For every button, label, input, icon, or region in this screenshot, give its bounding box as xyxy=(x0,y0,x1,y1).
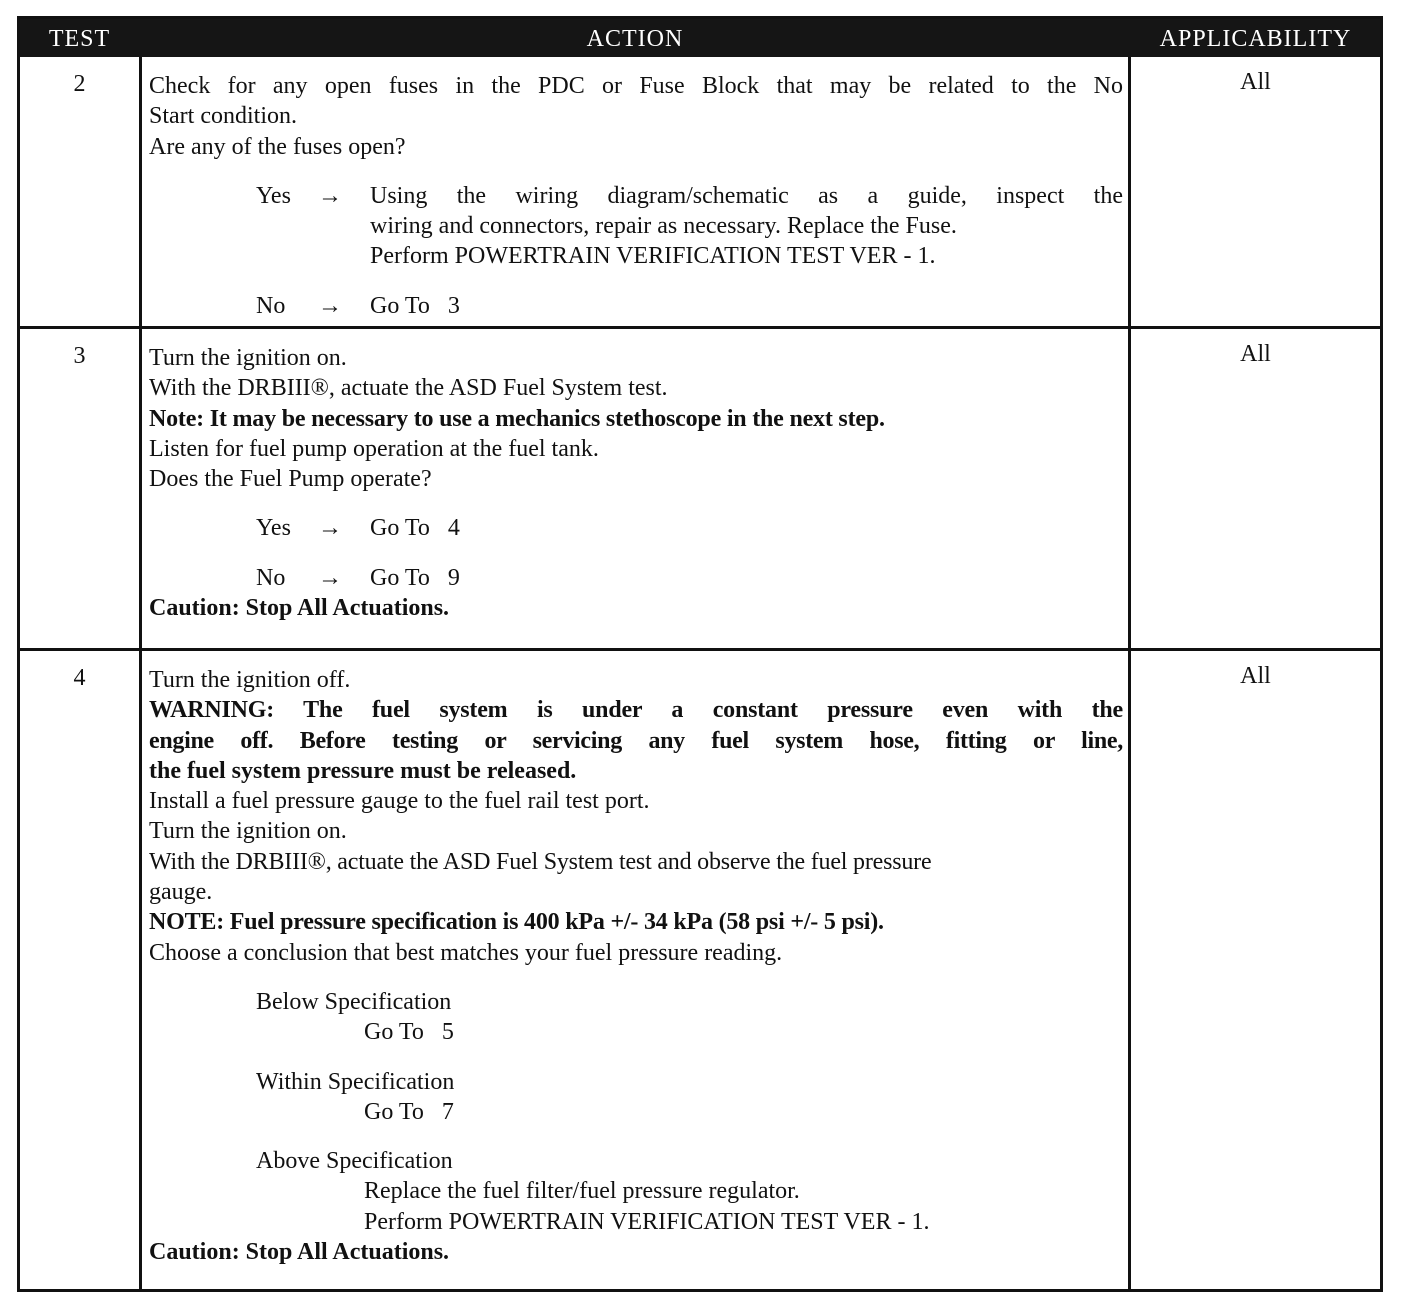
diagnostic-table xyxy=(17,16,1383,1292)
action-line: Choose a conclusion that best matches your fuel pressure reading. xyxy=(149,939,783,966)
conclusion-action: Go To 5 xyxy=(364,1019,454,1046)
conclusion-action: Go To 7 xyxy=(364,1098,454,1125)
note-text: NOTE: Fuel pressure specification is 400 kPa +/- 34 kPa (58 psi +/- 5 psi). xyxy=(149,909,884,936)
header-applicability: APPLICABILITY xyxy=(1159,26,1352,52)
action-cell xyxy=(149,343,1123,623)
applicability-value: All xyxy=(1240,663,1271,689)
action-line: Check for any open fuses in the PDC or Fuse Block that may be related to the No xyxy=(149,73,1123,99)
warning-text: WARNING: The fuel system is under a constant pressure even with the xyxy=(149,697,1123,724)
applicability-value: All xyxy=(1240,69,1271,95)
action-line: With the DRBIII®, actuate the ASD Fuel System test. xyxy=(149,375,668,402)
action-cell xyxy=(149,71,1123,321)
action-line: gauge. xyxy=(149,879,213,906)
conclusion-label: Within Specification xyxy=(256,1068,455,1095)
test-number: 2 xyxy=(73,71,86,97)
no-label: No xyxy=(256,564,286,591)
yes-response xyxy=(256,513,1123,543)
warning-text: the fuel system pressure must be released. xyxy=(149,757,577,784)
no-label: No xyxy=(256,292,286,319)
conclusion-action: Replace the fuel filter/fuel pressure regulator. xyxy=(364,1178,800,1205)
yes-action: Go To 4 xyxy=(370,515,460,542)
table-header xyxy=(20,19,1380,57)
action-line: With the DRBIII®, actuate the ASD Fuel System test and observe the fuel pressure xyxy=(149,848,932,875)
arrow-icon: → xyxy=(318,182,342,209)
conclusion-label: Below Specification xyxy=(256,988,452,1015)
action-line: Install a fuel pressure gauge to the fuel rail test port. xyxy=(149,788,650,815)
yes-action xyxy=(370,181,1123,272)
arrow-icon: → xyxy=(318,564,342,591)
action-line: Are any of the fuses open? xyxy=(149,133,406,160)
test-number: 4 xyxy=(73,665,86,691)
action-line: Perform POWERTRAIN VERIFICATION TEST VER - 1. xyxy=(370,243,936,270)
caution-text: Caution: Stop All Actuations. xyxy=(149,1239,450,1266)
header-action: ACTION xyxy=(586,26,684,52)
action-line: Turn the ignition on. xyxy=(149,818,347,845)
row-divider xyxy=(20,326,1380,329)
no-response xyxy=(256,291,1123,321)
no-action: Go To 9 xyxy=(370,564,460,591)
warning-text: engine off. Before testing or servicing any fuel system hose, fitting or line, xyxy=(149,727,1123,754)
applicability-value: All xyxy=(1240,341,1271,367)
no-action: Go To 3 xyxy=(370,292,460,319)
yes-label: Yes xyxy=(256,515,291,542)
row-divider xyxy=(20,648,1380,651)
action-line: Turn the ignition off. xyxy=(149,667,351,693)
conclusion-label: Above Specification xyxy=(256,1148,453,1175)
test-number: 3 xyxy=(73,343,86,369)
conclusion-action: Perform POWERTRAIN VERIFICATION TEST VER - 1. xyxy=(364,1208,930,1235)
action-line: Start condition. xyxy=(149,103,297,130)
arrow-icon: → xyxy=(318,292,342,319)
yes-response xyxy=(256,181,1123,272)
action-line: Listen for fuel pump operation at the fuel tank. xyxy=(149,435,599,462)
caution-text: Caution: Stop All Actuations. xyxy=(149,595,450,622)
action-line: Using the wiring diagram/schematic as a guide, inspect the xyxy=(370,182,1123,209)
conclusion-above xyxy=(256,1146,1123,1237)
action-line: Does the Fuel Pump operate? xyxy=(149,466,432,493)
action-line: Turn the ignition on. xyxy=(149,345,347,371)
action-line: wiring and connectors, repair as necessary. Replace the Fuse. xyxy=(370,213,957,240)
action-cell xyxy=(149,665,1123,1267)
arrow-icon: → xyxy=(318,515,342,542)
yes-label: Yes xyxy=(256,182,291,209)
column-divider xyxy=(139,57,142,1289)
note-text: Note: It may be necessary to use a mechanics stethoscope in the next step. xyxy=(149,405,885,432)
conclusion-below xyxy=(256,987,1123,1048)
no-response xyxy=(256,563,1123,593)
header-test: TEST xyxy=(48,26,111,52)
conclusion-within xyxy=(256,1067,1123,1128)
